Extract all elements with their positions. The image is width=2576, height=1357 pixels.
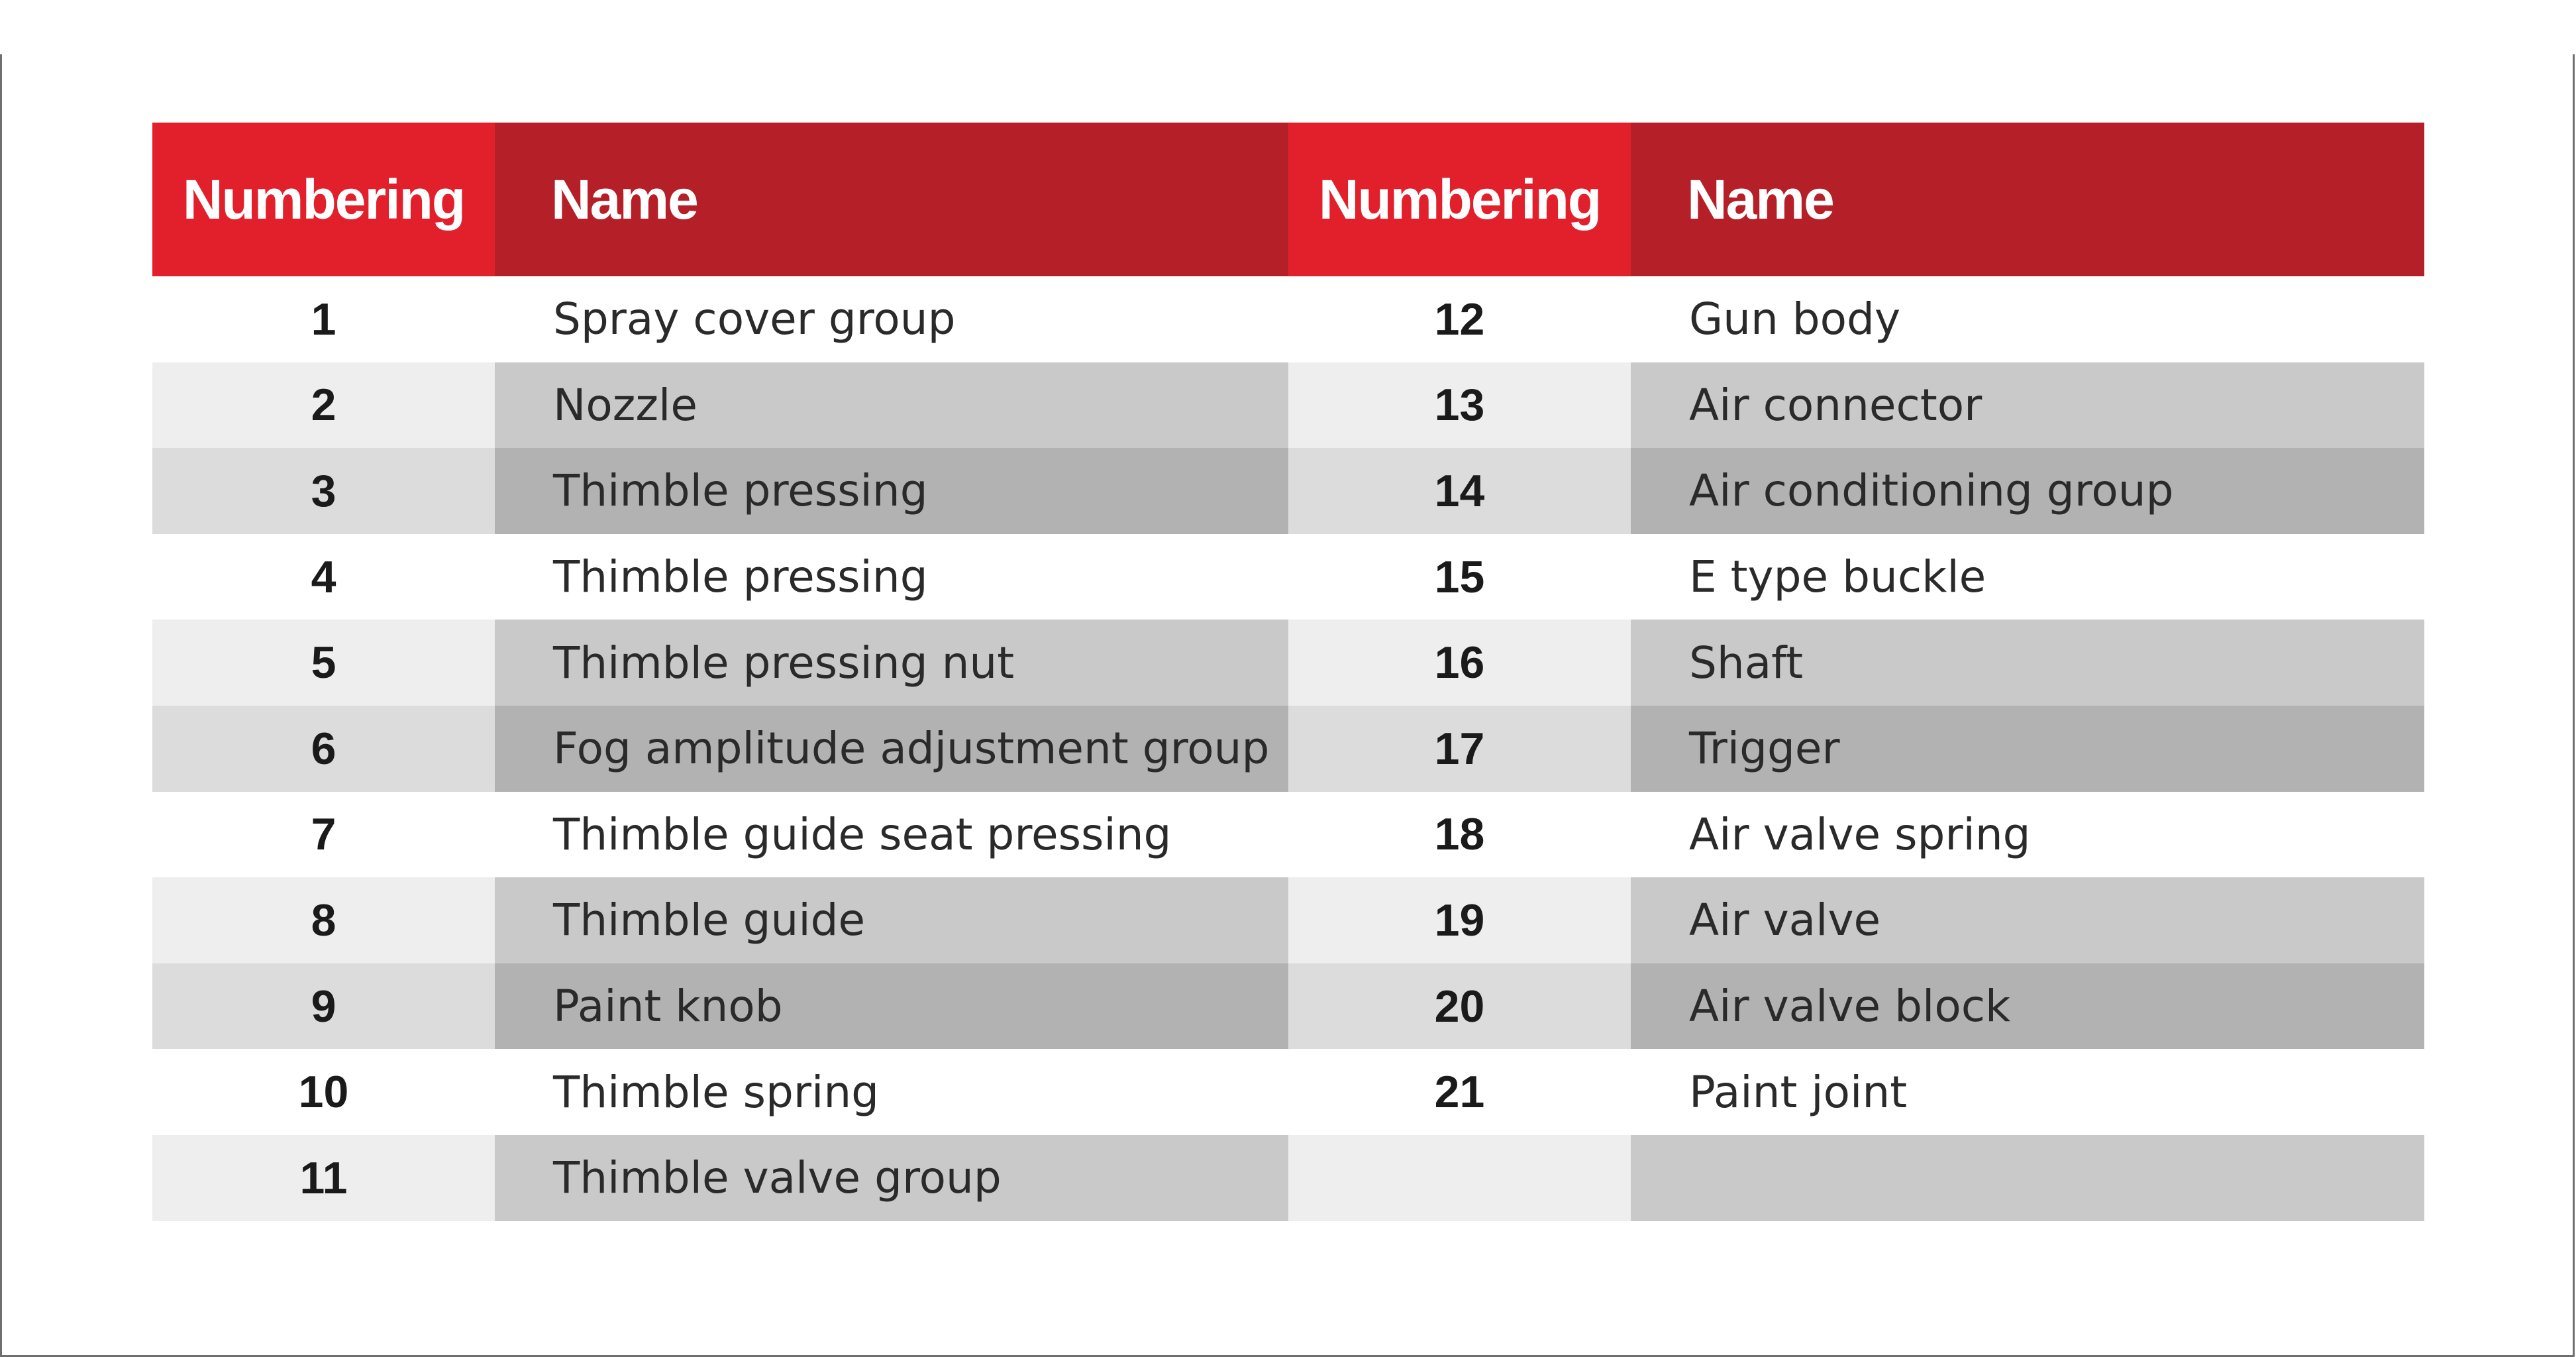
part-number: 13: [1288, 362, 1631, 449]
part-number: 15: [1288, 534, 1631, 620]
table-row: [152, 362, 2424, 449]
part-name: Gun body: [1631, 276, 2424, 362]
table-row: [152, 1049, 2424, 1135]
part-number: [1288, 1135, 1631, 1221]
part-name: E type buckle: [1631, 534, 2424, 620]
header-row: [152, 123, 2424, 276]
part-number: 9: [152, 963, 495, 1050]
part-number: 20: [1288, 963, 1631, 1050]
table-row: [152, 448, 2424, 534]
part-number: 16: [1288, 620, 1631, 706]
part-name: Thimble spring: [495, 1049, 1288, 1135]
part-name: Air connector: [1631, 362, 2424, 449]
part-number: 7: [152, 792, 495, 878]
part-name: Spray cover group: [495, 276, 1288, 362]
part-name: Thimble guide seat pressing: [495, 792, 1288, 878]
table-row: [152, 706, 2424, 792]
numbering-header: Numbering: [1288, 123, 1631, 276]
name-header: Name: [1631, 123, 2424, 276]
part-name: Shaft: [1631, 620, 2424, 706]
part-name: Thimble valve group: [495, 1135, 1288, 1221]
part-number: 5: [152, 620, 495, 706]
table-row: [152, 276, 2424, 362]
part-name: [1631, 1135, 2424, 1221]
part-number: 11: [152, 1135, 495, 1221]
part-name: Air valve block: [1631, 963, 2424, 1050]
part-name: Thimble pressing: [495, 448, 1288, 534]
table-row: [152, 877, 2424, 963]
table-row: [152, 1135, 2424, 1221]
part-name: Nozzle: [495, 362, 1288, 449]
table-row: [152, 534, 2424, 620]
table-row: [152, 963, 2424, 1050]
part-number: 1: [152, 276, 495, 362]
part-name: Thimble pressing: [495, 534, 1288, 620]
name-header: Name: [495, 123, 1288, 276]
part-number: 18: [1288, 792, 1631, 878]
part-name: Paint knob: [495, 963, 1288, 1050]
part-number: 6: [152, 706, 495, 792]
part-number: 14: [1288, 448, 1631, 534]
part-name: Thimble guide: [495, 877, 1288, 963]
part-name: Air valve: [1631, 877, 2424, 963]
part-number: 10: [152, 1049, 495, 1135]
part-name: Air valve spring: [1631, 792, 2424, 878]
part-number: 2: [152, 362, 495, 449]
part-name: Thimble pressing nut: [495, 620, 1288, 706]
part-number: 8: [152, 877, 495, 963]
part-number: 17: [1288, 706, 1631, 792]
part-name: Fog amplitude adjustment group: [495, 706, 1288, 792]
part-number: 4: [152, 534, 495, 620]
part-number: 12: [1288, 276, 1631, 362]
part-name: Paint joint: [1631, 1049, 2424, 1135]
part-number: 19: [1288, 877, 1631, 963]
part-number: 21: [1288, 1049, 1631, 1135]
part-name: Trigger: [1631, 706, 2424, 792]
parts-table: [152, 123, 2424, 1221]
part-name: Air conditioning group: [1631, 448, 2424, 534]
table-row: [152, 792, 2424, 878]
numbering-header: Numbering: [152, 123, 495, 276]
table-row: [152, 620, 2424, 706]
part-number: 3: [152, 448, 495, 534]
